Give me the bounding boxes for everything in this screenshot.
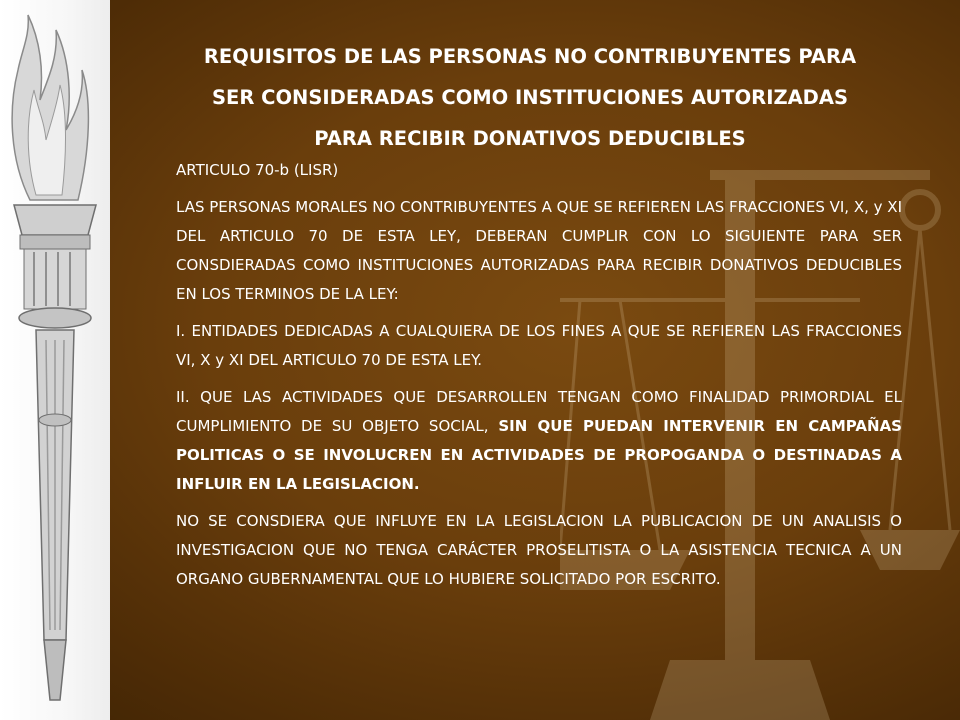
slide-title xyxy=(150,36,910,159)
requirement-item-1: I. ENTIDADES DEDICADAS A CUALQUIERA DE LOS FINES A QUE SE REFIEREN LAS FRACCIONES VI, X y XI DEL ARTICULO 70 DE ESTA LEY. xyxy=(176,322,902,369)
title-line-3: PARA RECIBIR DONATIVOS DEDUCIBLES xyxy=(314,127,746,150)
title-line-1: REQUISITOS DE LAS PERSONAS NO CONTRIBUYENTES PARA xyxy=(203,45,857,68)
intro-paragraph: LAS PERSONAS MORALES NO CONTRIBUYENTES A QUE SE REFIEREN LAS FRACCIONES VI, X, y XI DEL ARTICULO 70 DE ESTA LEY, DEBERAN CUMPLIR CON LO SIGUIENTE PARA SER CONSDIERADAS COMO INSTITUCIONES AUTORIZADAS PARA RECIBIR DONATIVOS DEDUCIBLES EN LOS TERMINOS DE LA LEY: xyxy=(176,198,902,303)
article-reference: ARTICULO 70-b (LISR) xyxy=(176,161,339,179)
slide-body xyxy=(176,156,902,602)
title-line-2: SER CONSIDERADAS COMO INSTITUCIONES AUTORIZADAS xyxy=(211,86,849,109)
note-paragraph: NO SE CONSDIERA QUE INFLUYE EN LA LEGISLACION LA PUBLICACION DE UN ANALISIS O INVESTIGACION QUE NO TENGA CARÁCTER PROSELITISTA O LA ASISTENCIA TECNICA A UN ORGANO GUBERNAMENTAL QUE LO HUBIERE SOLICITADO POR ESCRITO. xyxy=(176,512,902,588)
requirement-item-2 xyxy=(176,383,902,499)
torch-icon xyxy=(0,0,110,720)
requirement-item-2-emphasis: SIN QUE PUEDAN INTERVENIR EN CAMPAÑAS POLITICAS O SE INVOLUCREN EN ACTIVIDADES DE PROPOGANDA O DESTINADAS A INFLUIR EN LA LEGISLACION. xyxy=(176,417,902,493)
requirement-item-2-text: II. QUE LAS ACTIVIDADES QUE DESARROLLEN TENGAN COMO FINALIDAD PRIMORDIAL EL CUMPLIMIENTO DE SU OBJETO SOCIAL, xyxy=(176,388,902,435)
